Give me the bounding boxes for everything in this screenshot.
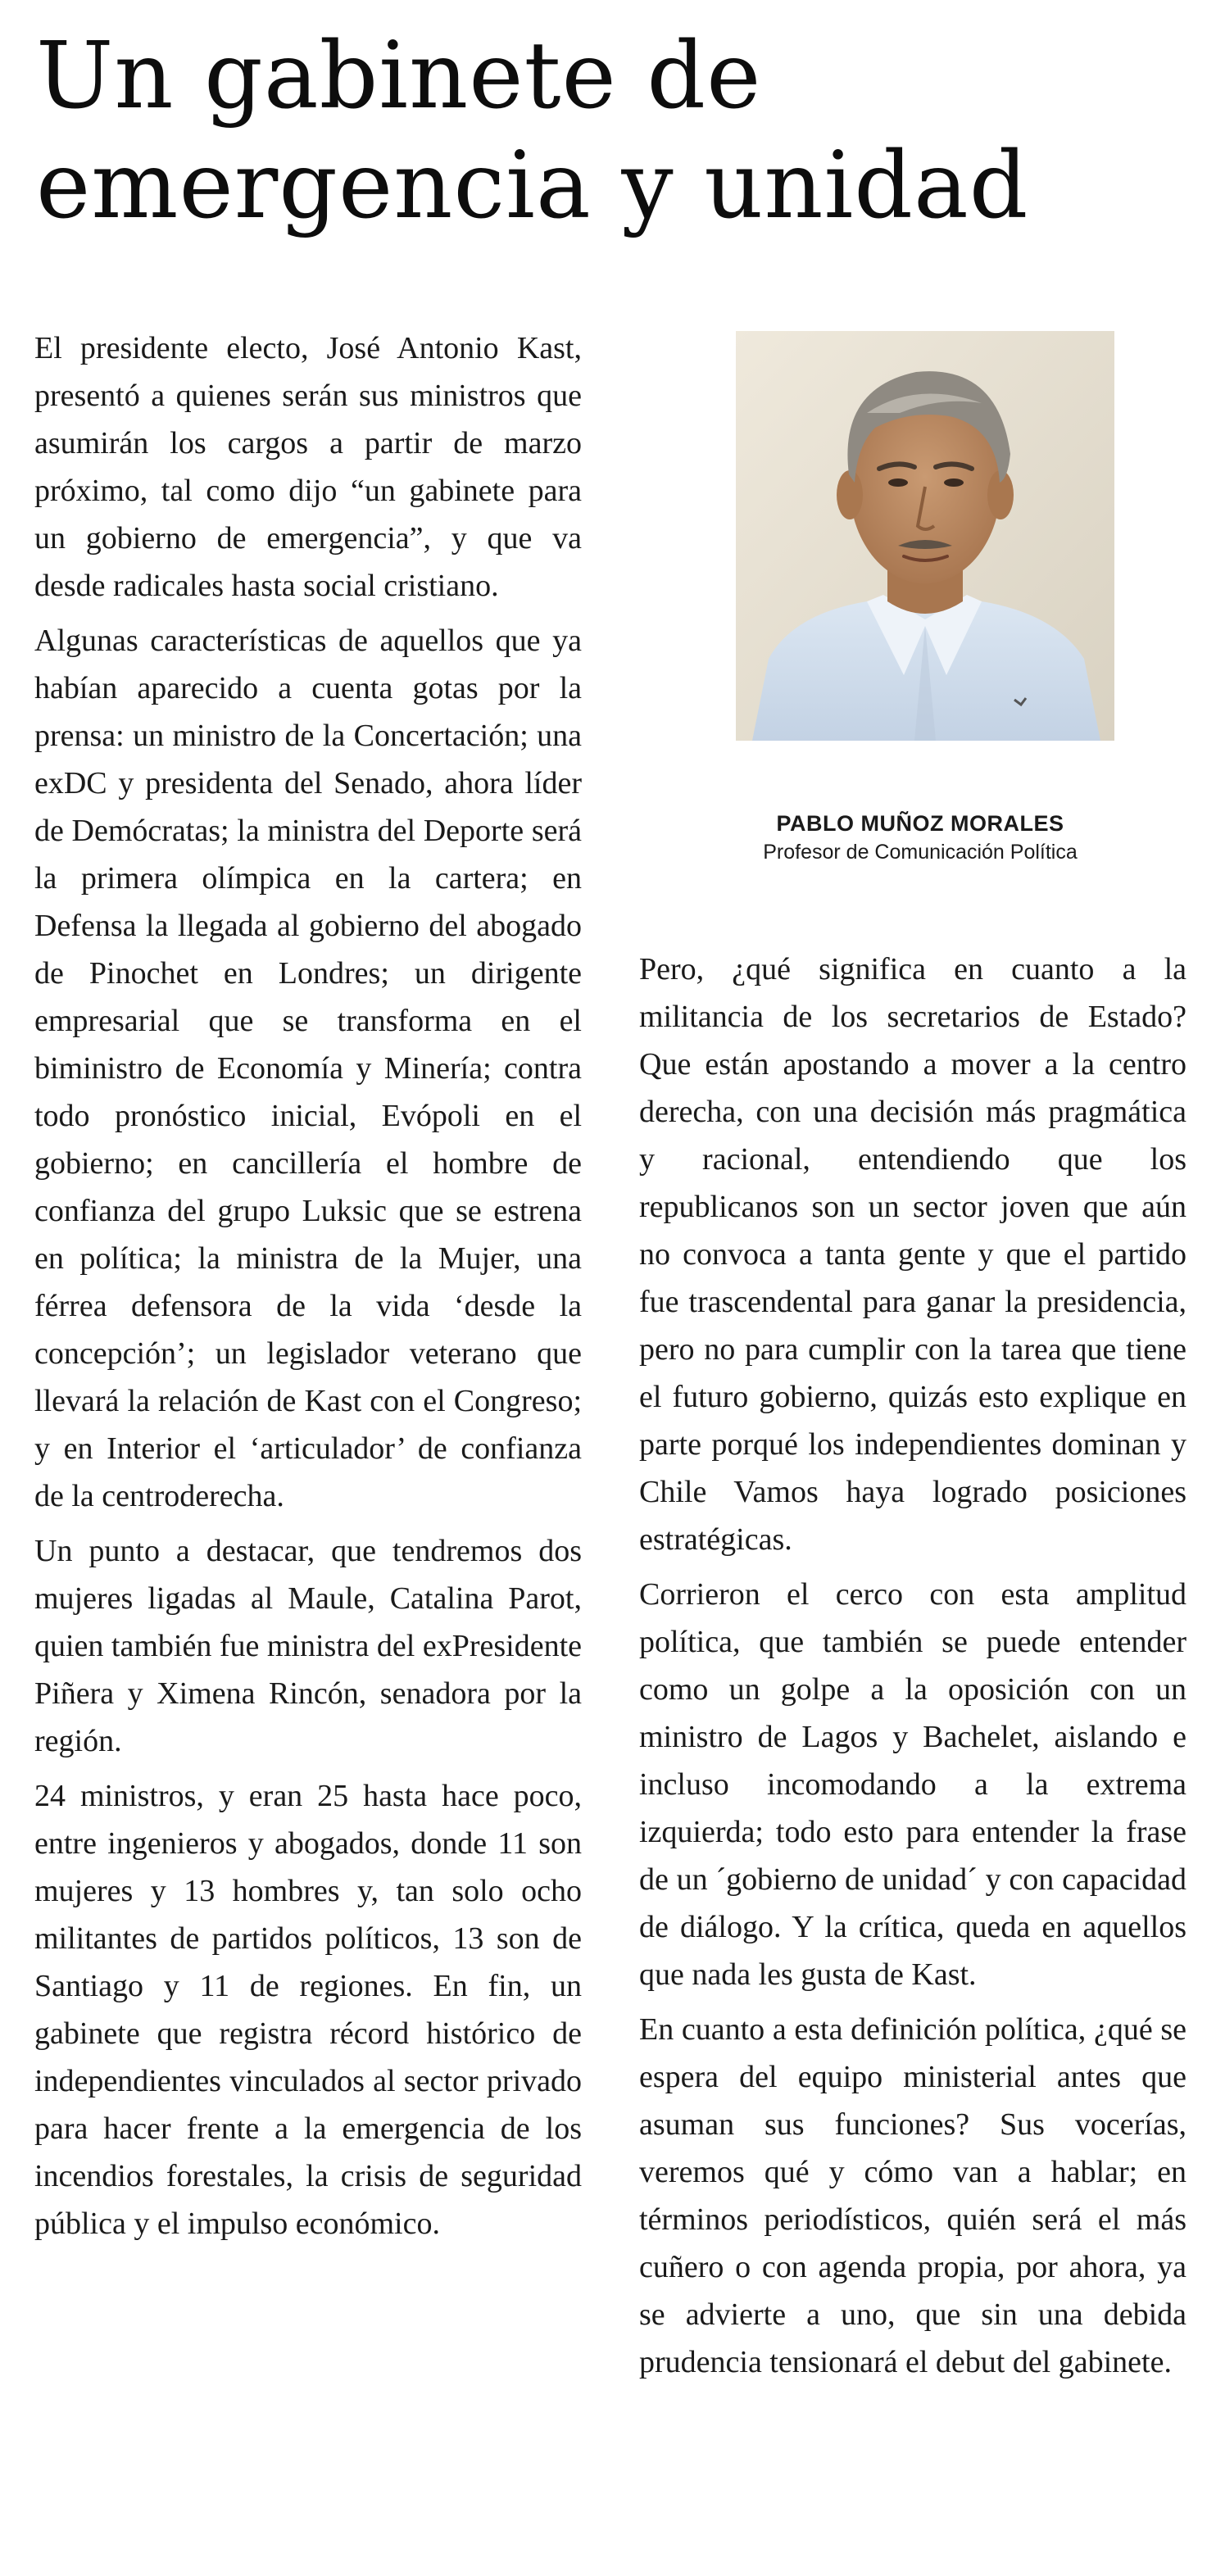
headline: Un gabinete de emergencia y unidad (36, 23, 1029, 239)
author-portrait (736, 331, 1114, 741)
author-name: PABLO MUÑOZ MORALES (776, 811, 1064, 836)
author-photo (736, 331, 1114, 741)
paragraph: El presidente electo, José Antonio Kast, presentó a quienes serán sus ministros que asumirán los cargos a partir de marzo próximo, tal como dijo “un gabinete para un gobierno de emergencia”, y que va desde radicales hasta social cristiano. (34, 331, 582, 603)
paragraph: Un punto a destacar, que tendremos dos mujeres ligadas al Maule, Catalina Parot, quien también fue ministra del exPresidente Piñera y Ximena Rincón, senadora por la región. (34, 1534, 582, 1758)
paragraph: Algunas características de aquellos que ya habían aparecido a cuenta gotas por la prensa: un ministro de la Concertación; una exDC y presidenta del Senado, ahora líder de Demócratas; la ministra del Deporte será la primera olímpica en la cartera; en Defensa la llegada al gobierno del abogado de Pinochet en Londres; un dirigente empresarial que se transforma en el biministro de Economía y Minería; contra todo pronóstico inicial, Evópoli en el gobierno; en cancillería el hombre de confianza del grupo Luksic que se estrena en política; la ministra de la Mujer, una férrea defensora de la vida ‘desde la concepción’; un legislador veterano que llevará la relación de Kast con el Congreso; y en Interior el ‘articulador’ de confianza de la centroderecha. (34, 624, 582, 1513)
left-column (34, 324, 582, 2255)
paragraph: En cuanto a esta definición política, ¿qué se espera del equipo ministerial antes que asuman sus funciones? Sus vocerías, veremos qué y cómo van a hablar; en términos periodísticos, quién será el más cuñero o con agenda propia, por ahora, ya se advierte a uno, que sin una debida prudencia tensionará el debut del gabinete. (639, 2012, 1187, 2379)
paragraph: 24 ministros, y eran 25 hasta hace poco, entre ingenieros y abogados, donde 11 son mujeres y 13 hombres y, tan solo ocho militantes de partidos políticos, 13 son de Santiago y 11 de regiones. En fin, un gabinete que registra récord histórico de independientes vinculados al sector privado para hacer frente a la emergencia de los incendios forestales, la crisis de seguridad pública y el impulso económico. (34, 1779, 582, 2241)
right-column (639, 946, 1187, 2393)
author-role: Profesor de Comunicación Política (763, 841, 1078, 864)
paragraph: Corrieron el cerco con esta amplitud política, que también se puede entender como un golpe a la oposición con un ministro de Lagos y Bachelet, aislando e incluso incomodando a la extrema izquierda; todo esto para entender la frase de un ´gobierno de unidad´ y con capacidad de diálogo. Y la crítica, queda en aquellos que nada les gusta de Kast. (639, 1577, 1187, 1992)
paragraph: Pero, ¿qué significa en cuanto a la militancia de los secretarios de Estado? Que están apostando a mover a la centro derecha, con una decisión más pragmática y racional, entendiendo que los republicanos son un sector joven que aún no convoca a tanta gente y que el partido fue trascendental para ganar la presidencia, pero no para cumplir con la tarea que tiene el futuro gobierno, quizás esto explique en parte porqué los independientes dominan y Chile Vamos haya logrado posiciones estratégicas. (639, 952, 1187, 1557)
